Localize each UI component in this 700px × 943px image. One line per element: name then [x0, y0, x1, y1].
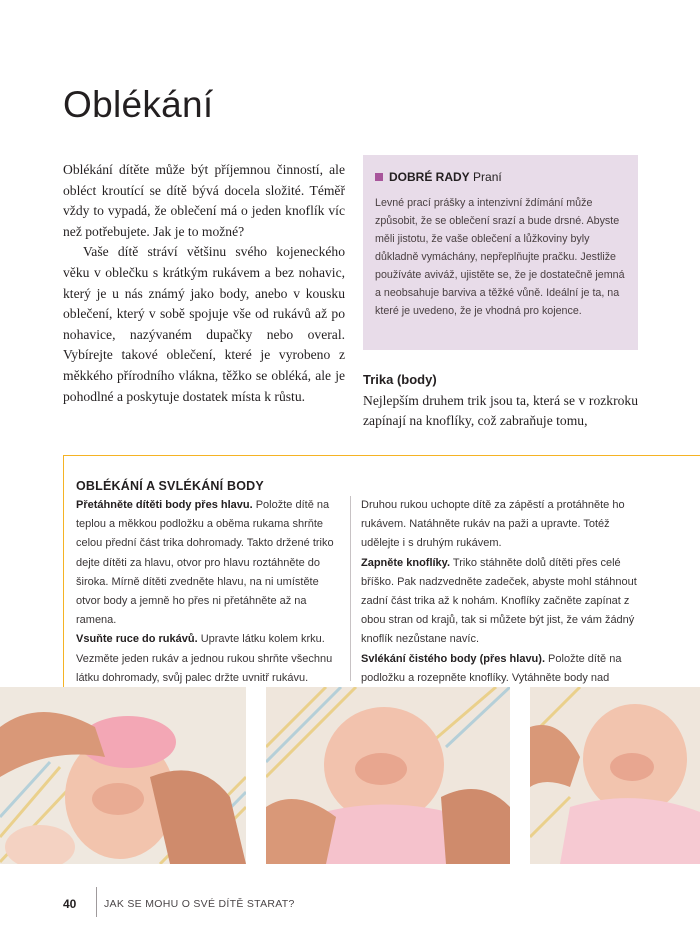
trika-text: Nejlepším druhem trik jsou ta, která se v rozkroku zapínají na knoflíky, což zabraňuje tomu, [363, 393, 638, 428]
tip-heading [375, 169, 626, 185]
page-number: 40 [63, 897, 77, 911]
tip-body: Levné prací prášky a intenzivní ždímání může způsobit, že se oblečení srazí a bude drsné. Abyste měli jistotu, že vaše oblečení a lůžkoviny byly důkladně vymáchány, nepřeplňujte pračku. Jestliže používáte aviváž, ujistěte se, že je dostatečně jemná a neobsahuje barviva a těžké vůně. Ideální je ta, na které je uvedeno, že je vhodná pro kojence. [375, 197, 625, 317]
intro-paragraph-1: Oblékání dítěte může být příjemnou činností, ale obléct kroutící se dítě bývá docela složité. Téměř vždy to vypadá, že oblečení má o jeden knoflík víc než potřebujete. Jak je to možné? [63, 162, 345, 239]
column-divider [350, 496, 351, 681]
step-text: Upravte látku kolem krku. Vezměte jeden rukáv a jednou rukou shrňte všechnu látku dohromady, svůj palec držte uvnitř rukávu. [76, 633, 333, 684]
photo-arm-through-sleeve [266, 687, 510, 864]
photo-buttoning-body [530, 687, 700, 864]
square-bullet-icon [375, 173, 383, 181]
step-text: Položte dítě na podložku a rozepněte knoflíky. Vytáhněte body nad [361, 652, 622, 684]
step-bold: Zapněte knoflíky. [361, 556, 451, 569]
section-heading-trika: Trika (body) [363, 372, 437, 387]
intro-text [63, 160, 345, 407]
step-bold: Svlékání čistého body (přes hlavu). [361, 652, 545, 665]
tip-box [363, 155, 638, 350]
tip-topic: Praní [473, 170, 502, 184]
instruction-column-left [76, 496, 342, 688]
step-text: Triko stáhněte dolů dítěti přes celé bříško. Pak nadzvedněte zadeček, abyste mohl stáhnout zadní část trika až k nohám. Knoflíky začněte zapínat z obou stran od krajů, tak si můžete být jist, že vám žádný knoflík nezůstane navíc. [361, 556, 637, 646]
step-bold: Přetáhněte dítěti body přes hlavu. [76, 499, 253, 511]
instruction-box-title: OBLÉKÁNÍ A SVLÉKÁNÍ BODY [76, 479, 264, 493]
running-title: JAK SE MOHU O SVÉ DÍTĚ STARAT? [104, 898, 295, 910]
intro-paragraph-2: Vaše dítě stráví většinu svého kojeneckého věku v oblečku s krátkým rukávem a bez nohavic, který je u nás známý jako body, anebo v kousku oblečení, který v sobě spojuje vše od rukávů až po nohavice, nazývaném dupačky nebo overal. Vybírejte takové oblečení, které je vyrobeno z měkkého přírodního vlákna, těžko se obléká, ale je pohodlné a poskytuje dostatek místa k růstu. [63, 244, 345, 404]
tip-label: DOBRÉ RADY [389, 170, 470, 184]
step-text: Druhou rukou uchopte dítě za zápěstí a protáhněte ho rukávem. Natáhněte rukáv na paži a upravte. Totéž udělejte i s druhým rukávem. [361, 499, 625, 550]
step-text: Položte dítě na teplou a měkkou podložku a oběma rukama shrňte celou přední část trika dohromady. Takto držené triko dejte dítěti za hlavu, otvor pro hlavu roztáhněte do široka. Mírně dítěti zvedněte hlavu, na ni umístěte otvor body a jemně ho přes ni přetáhněte až na ramena. [76, 499, 334, 627]
page-title: Oblékání [63, 84, 214, 125]
footer-divider [96, 887, 97, 917]
instruction-column-right [361, 496, 645, 688]
step-bold: Vsuňte ruce do rukávů. [76, 633, 198, 646]
photo-dressing-over-head [0, 687, 246, 864]
